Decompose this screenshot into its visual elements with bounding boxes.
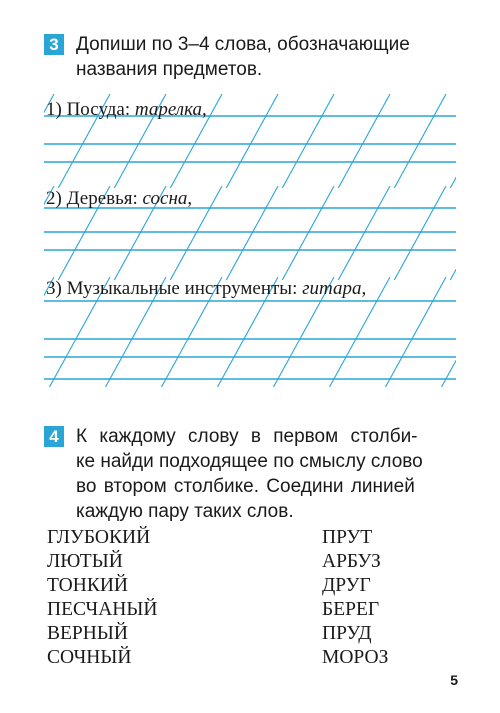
writing-area-1[interactable] bbox=[44, 94, 456, 188]
prompt-2 bbox=[46, 187, 192, 211]
task-4-instruction-line-2: ке найди подходящее по смыслу слово bbox=[76, 451, 423, 472]
slant-rule bbox=[226, 186, 278, 280]
slant-rule bbox=[226, 94, 278, 188]
task-3-instruction-line-1: Допиши по 3–4 слова, обозначающие bbox=[76, 34, 410, 55]
right-word[interactable]: АРБУЗ bbox=[322, 551, 381, 572]
left-word[interactable]: ГЛУБОКИЙ bbox=[47, 527, 151, 548]
task-4-instruction-line-1: К каждому слову в первом столби- bbox=[76, 426, 418, 447]
prompt-1-label: 1) Посуда: bbox=[46, 99, 135, 120]
slant-rule bbox=[394, 94, 446, 188]
right-word[interactable]: БЕРЕГ bbox=[322, 599, 380, 620]
task-4-instruction-line-3: во втором столбике. Соедини линией bbox=[76, 476, 415, 497]
writing-area-3[interactable] bbox=[44, 277, 456, 387]
prompt-3-label: 3) Музыкальные инструменты: bbox=[46, 278, 303, 299]
left-word[interactable]: ПЕСЧАНЫЙ bbox=[47, 599, 158, 620]
page-number: 5 bbox=[450, 672, 458, 688]
task-3-instruction-line-2: названия предметов. bbox=[76, 59, 263, 80]
slant-rule bbox=[282, 186, 334, 280]
left-word[interactable]: ТОНКИЙ bbox=[47, 575, 128, 596]
word-column-right bbox=[322, 526, 388, 670]
slant-rule bbox=[338, 94, 390, 188]
slant-rule bbox=[394, 186, 446, 280]
prompt-3-comma: , bbox=[361, 278, 367, 299]
slant-rule bbox=[282, 94, 334, 188]
prompt-1 bbox=[46, 98, 207, 122]
word-column-left bbox=[47, 526, 157, 670]
prompt-1-comma: , bbox=[202, 99, 207, 120]
right-word[interactable]: МОРОЗ bbox=[322, 647, 389, 668]
task-3-number-badge: 3 bbox=[44, 34, 64, 55]
task-4-instruction-line-4: каждую пару таких слов. bbox=[76, 501, 294, 522]
left-word[interactable]: ВЕРНЫЙ bbox=[47, 623, 128, 644]
writing-area-2[interactable] bbox=[44, 186, 456, 280]
prompt-3-example: гитара bbox=[302, 278, 362, 299]
prompt-3 bbox=[46, 277, 366, 301]
prompt-2-label: 2) Деревья: bbox=[46, 188, 143, 209]
left-word[interactable]: ЛЮТЫЙ bbox=[47, 551, 123, 572]
slant-rule bbox=[386, 277, 447, 387]
slant-rule bbox=[450, 94, 456, 188]
prompt-2-comma: , bbox=[187, 188, 193, 209]
slant-rule bbox=[338, 186, 390, 280]
slant-rule bbox=[442, 277, 457, 387]
prompt-2-example: сосна bbox=[142, 188, 188, 209]
right-word[interactable]: ДРУГ bbox=[322, 575, 371, 596]
left-word[interactable]: СОЧНЫЙ bbox=[47, 647, 132, 668]
right-word[interactable]: ПРУТ bbox=[322, 527, 373, 548]
task-4-number-badge: 4 bbox=[44, 426, 64, 447]
right-word[interactable]: ПРУД bbox=[322, 623, 372, 644]
prompt-1-example: тарелка bbox=[134, 99, 203, 120]
slant-rule bbox=[450, 186, 456, 280]
